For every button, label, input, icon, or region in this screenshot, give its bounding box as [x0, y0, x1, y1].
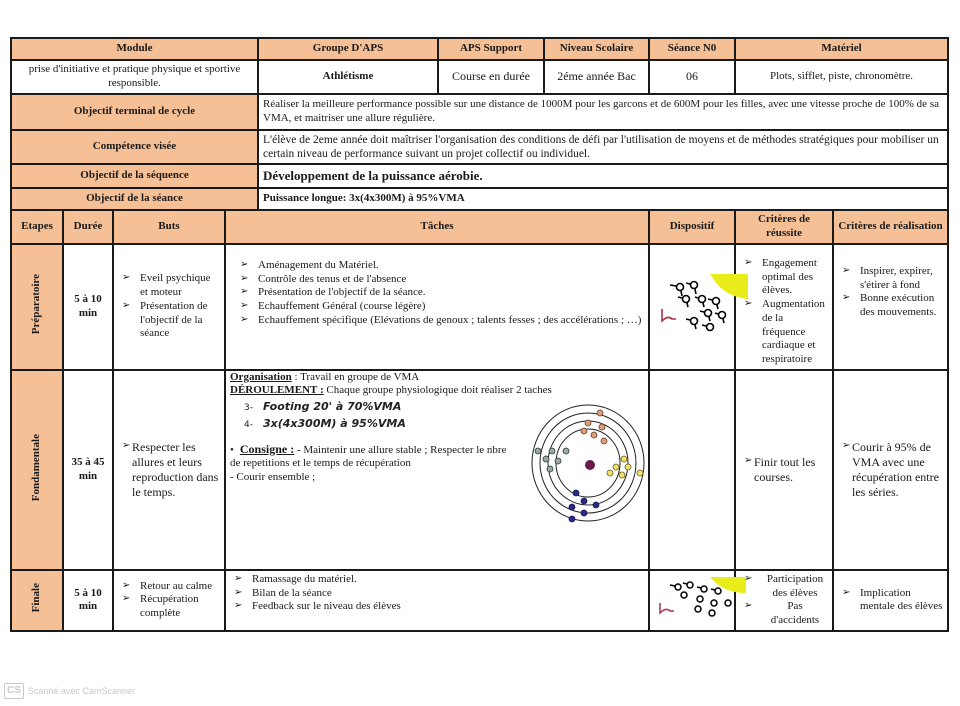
col-duree: Durée [63, 210, 113, 244]
objective-terminal-label: Objectif terminal de cycle [11, 94, 258, 130]
students-group-with-sun-diagram-icon [650, 269, 750, 339]
students-group-with-sun-diagram-icon [650, 573, 750, 623]
table-row [11, 370, 948, 570]
criterion-item: ➢ Courir à 95% de VMA avec une récupération entre les séries. [842, 440, 943, 500]
realisation-criteria-cell [833, 244, 948, 370]
duration: 5 à 10 min [63, 570, 113, 631]
tasks-cell [225, 570, 649, 631]
goals-cell [113, 244, 225, 370]
goal-item: ➢ Retour au calme [122, 580, 220, 594]
col-buts: Buts [113, 210, 225, 244]
header-aps-support: APS Support [438, 38, 544, 60]
table-row [11, 570, 948, 631]
goal-item: ➢ Eveil psychique et moteur [122, 272, 220, 300]
criterion-item: ➢ Finir tout les courses. [744, 455, 828, 485]
criterion-item: ➢ Augmentation de la fréquence cardiaque et respiratoire [744, 298, 828, 367]
table-row [11, 244, 948, 370]
organisation-label: Organisation [230, 370, 292, 383]
deroulement-label: DÉROULEMENT : [230, 383, 324, 396]
realisation-criteria-cell [833, 570, 948, 631]
stage-fondamentale: Fondamentale [11, 370, 63, 570]
col-dispositif: Dispositif [649, 210, 735, 244]
competence-label: Compétence visée [11, 130, 258, 165]
groupe-aps-value: Athlétisme [258, 60, 438, 94]
criterion-item: ➢ Participation des élèves [744, 573, 828, 601]
task-item: 3- Footing 20' à 70%VMA [244, 400, 402, 414]
success-criteria-cell [735, 244, 833, 370]
duration: 35 à 45 min [63, 370, 113, 570]
col-criteres-realisation: Critères de réalisation [833, 210, 948, 244]
task-item: ➢ Echauffement Général (course légère) [240, 300, 644, 314]
stage-preparatoire: Préparatoire [11, 244, 63, 370]
dispositif-cell [649, 370, 735, 570]
seance-objective-label: Objectif de la séance [11, 188, 258, 210]
tasks-cell [225, 244, 649, 370]
task-item: ➢ Bilan de la séance [234, 587, 644, 601]
sequence-objective-label: Objectif de la séquence [11, 164, 258, 188]
aps-support-value: Course en durée [438, 60, 544, 94]
duration: 5 à 10 min [63, 244, 113, 370]
tasks-cell [225, 370, 649, 570]
header-groupe-aps: Groupe D'APS [258, 38, 438, 60]
col-etapes: Etapes [11, 210, 63, 244]
scanner-watermark [4, 683, 135, 699]
task-item: ➢ Contrôle des tenus et de l'absence [240, 273, 644, 287]
extra-instruction: - Courir ensemble ; [230, 471, 316, 484]
consigne-label: Consigne : [239, 441, 295, 456]
success-criteria-cell [735, 570, 833, 631]
seance-objective-text: Puissance longue: 3x(4x300M) à 95%VMA [258, 188, 948, 210]
header-materiel: Matériel [735, 38, 948, 60]
niveau-value: 2éme année Bac [544, 60, 649, 94]
criterion-item: ➢ Engagement optimal des élèves. [744, 257, 828, 298]
camscanner-logo-icon: CS [4, 683, 24, 699]
criterion-item: ➢ Bonne exécution des mouvements. [842, 292, 943, 320]
col-criteres-reussite: Critères de réussite [735, 210, 833, 244]
goal-item: ➢ Respecter les allures et leurs reproduction dans le temps. [122, 440, 220, 500]
organisation-text: : Travail en groupe de VMA [291, 370, 420, 383]
realisation-criteria-cell [833, 370, 948, 570]
dispositif-cell [649, 244, 735, 370]
task-item: ➢ Aménagement du Matériel. [240, 259, 644, 273]
bullet-icon: • [230, 443, 234, 456]
dispositif-cell [649, 570, 735, 631]
success-criteria-cell [735, 370, 833, 570]
competence-text: L'élève de 2eme année doit maîtriser l'organisation des conditions de défi par l'utilisation de moyens et de méthodes stratégiques pour mobiliser un certain niveau de performance suivant un projet collectif ou individuel. [258, 130, 948, 165]
seance-value: 06 [649, 60, 735, 94]
sequence-objective-text: Développement de la puissance aérobie. [258, 164, 948, 188]
criterion-item: ➢ Inspirer, expirer, s'étirer à fond [842, 265, 943, 293]
task-item: ➢ Présentation de l'objectif de la séance. [240, 286, 644, 300]
header-seance: Séance N0 [649, 38, 735, 60]
criterion-item: ➢ Pas d'accidents [744, 600, 828, 628]
goals-cell [113, 370, 225, 570]
goals-cell [113, 570, 225, 631]
col-taches: Tâches [225, 210, 649, 244]
materiel-value: Plots, sifflet, piste, chronomètre. [735, 60, 948, 94]
deroulement-text: Chaque groupe physiologique doit réaliser 2 taches [323, 383, 552, 396]
goal-item: ➢ Présentation de l'objectif de la séance [122, 300, 220, 341]
objective-terminal-text: Réaliser la meilleure performance possible sur une distance de 1000M pour les garcons et de 600M pour les filles, avec une vitesse proche de 100% de sa VMA, et maitriser une allure régulière. [258, 94, 948, 130]
consigne-text: - Maintenir une allure stable ; Respecter le nbre de repetitions et le temps de récupération [230, 443, 507, 470]
header-niveau: Niveau Scolaire [544, 38, 649, 60]
stage-finale: Finale [11, 570, 63, 631]
lesson-plan-table [10, 37, 949, 632]
header-module: Module [11, 38, 258, 60]
criterion-item: ➢ Implication mentale des élèves [842, 587, 943, 615]
task-item: 4- 3x(4x300M) à 95%VMA [244, 417, 406, 431]
track-circles-groups-diagram-icon [528, 401, 648, 526]
task-item: ➢ Ramassage du matériel. [234, 573, 644, 587]
task-item: ➢ Echauffement spécifique (Elévations de genoux ; talents fesses ; des accélérations ; …) [240, 314, 644, 328]
task-item: ➢ Feedback sur le niveau des élèves [234, 600, 644, 614]
goal-item: ➢ Récupération complète [122, 593, 220, 621]
module-value: prise d'initiative et pratique physique et sportive responsible. [11, 60, 258, 94]
scanner-text: Scanné avec CamScanner [27, 686, 135, 696]
